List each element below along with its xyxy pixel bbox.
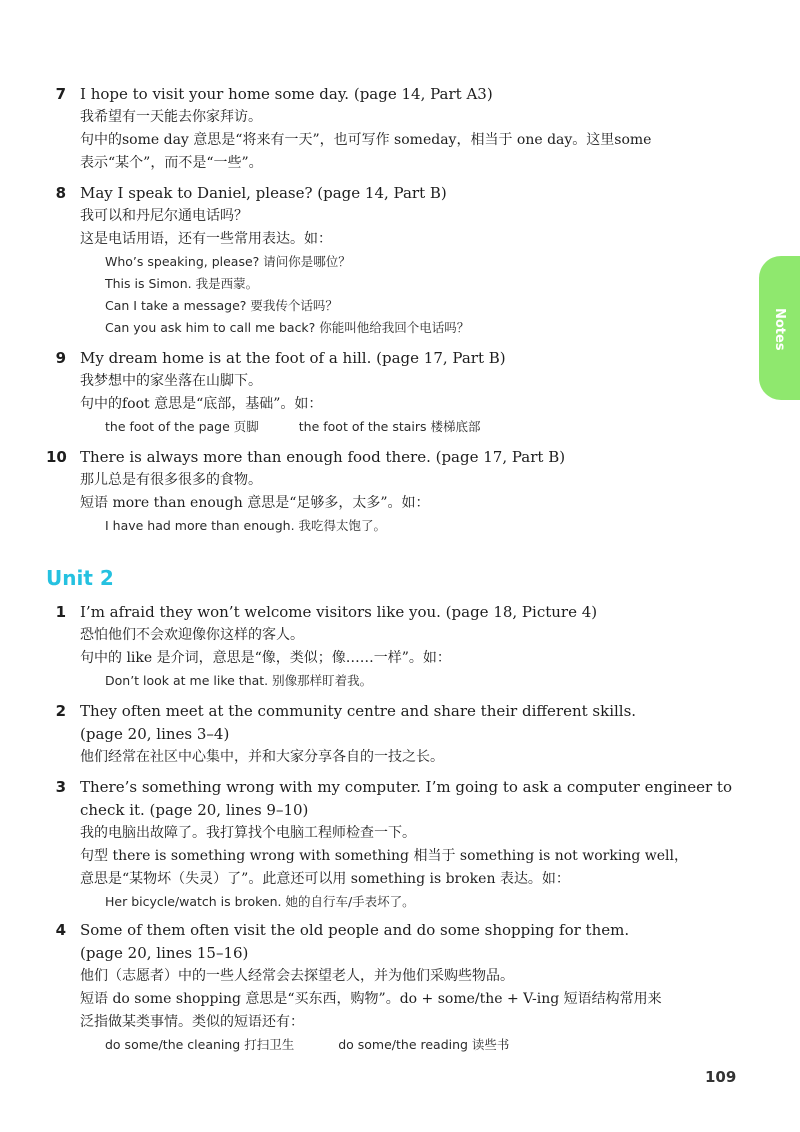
example-phrase: the foot of the page 页脚 [105, 419, 259, 434]
example-line: Don’t look at me like that. 别像那样盯着我。 [105, 673, 373, 688]
note-explanation: 句中的 like 是介词，意思是“像，类似；像……一样”。如： [80, 650, 451, 666]
note-number: 10 [46, 448, 67, 466]
note-item [46, 601, 746, 692]
note-number: 9 [55, 349, 66, 367]
note-sentence: I’m afraid they won’t welcome visitors like you. (page 18, Picture 4) [80, 603, 598, 621]
example-phrase: do some/the cleaning 打扫卫生 [105, 1037, 295, 1052]
note-number: 4 [55, 921, 66, 939]
note-explanation: 短语 do some shopping 意思是“买东西，购物”。do + some/the + V-ing 短语结构常用来 [80, 991, 662, 1007]
note-sentence: My dream home is at the foot of a hill. (page 17, Part B) [80, 349, 506, 367]
note-explanation: 表示“某个”，而不是“一些”。 [80, 155, 263, 171]
example-phrase: the foot of the stairs 楼梯底部 [298, 419, 481, 434]
note-translation: 我可以和丹尼尔通电话吗？ [80, 208, 248, 224]
note-item [46, 83, 746, 175]
note-number: 1 [55, 603, 66, 621]
note-translation: 他们经常在社区中心集中，并和大家分享各自的一技之长。 [80, 749, 444, 765]
note-item [46, 776, 746, 913]
example-line: Who’s speaking, please? 请问你是哪位？ [105, 254, 351, 269]
note-explanation: 短语 more than enough 意思是“足够多，太多”。如： [80, 495, 430, 511]
note-translation: 我希望有一天能去你家拜访。 [80, 109, 262, 125]
note-explanation: 句中的some day 意思是“将来有一天”，也可写作 someday，相当于 one day。这里some [80, 132, 652, 148]
note-number: 7 [55, 85, 66, 103]
note-number: 3 [55, 778, 66, 796]
note-sentence: Some of them often visit the old people and do some shopping for them. [80, 921, 630, 939]
note-explanation: 句中的foot 意思是“底部，基础”。如： [80, 396, 323, 412]
note-explanation: 泛指做某类事情。类似的短语还有： [80, 1014, 304, 1030]
example-line: Can you ask him to call me back? 你能叫他给我回个电话吗？ [105, 320, 470, 335]
note-translation: 他们（志愿者）中的一些人经常会去探望老人，并为他们采购些物品。 [80, 968, 514, 984]
note-sentence: check it. (page 20, lines 9–10) [80, 801, 309, 819]
note-translation: 我的电脑出故障了。我打算找个电脑工程师检查一下。 [80, 825, 416, 841]
note-sentence: (page 20, lines 15–16) [80, 944, 249, 962]
unit-heading: Unit 2 [46, 566, 114, 590]
note-item [46, 446, 746, 537]
page-number: 109 [705, 1068, 737, 1086]
note-translation: 那儿总是有很多很多的食物。 [80, 472, 262, 488]
example-line: I have had more than enough. 我吃得太饱了。 [105, 518, 387, 533]
note-sentence: (page 20, lines 3–4) [80, 725, 230, 743]
note-item [46, 700, 746, 769]
note-number: 8 [55, 184, 66, 202]
example-phrase: do some/the reading 读些书 [338, 1037, 510, 1052]
note-sentence: They often meet at the community centre and share their different skills. [80, 702, 637, 720]
notes-tab-label: Notes [772, 308, 787, 351]
note-explanation: 这是电话用语，还有一些常用表达。如： [80, 231, 332, 247]
example-line: Her bicycle/watch is broken. 她的自行车/手表坏了。 [105, 894, 415, 909]
note-sentence: There’s something wrong with my computer. I’m going to ask a computer engineer to [80, 778, 732, 796]
example-line: Can I take a message? 要我传个话吗？ [105, 298, 338, 313]
note-item [46, 347, 746, 438]
note-item [46, 919, 746, 1056]
note-translation: 恐怕他们不会欢迎像你这样的客人。 [80, 627, 304, 643]
example-line [105, 1034, 746, 1056]
note-translation: 我梦想中的家坐落在山脚下。 [80, 373, 262, 389]
notes-side-tab[interactable] [759, 256, 800, 400]
note-item [46, 182, 746, 339]
note-sentence: There is always more than enough food there. (page 17, Part B) [80, 448, 566, 466]
example-line [105, 416, 746, 438]
note-number: 2 [55, 702, 66, 720]
note-sentence: I hope to visit your home some day. (page 14, Part A3) [80, 85, 493, 103]
note-sentence: May I speak to Daniel, please? (page 14, Part B) [80, 184, 447, 202]
note-explanation: 意思是“某物坏（失灵）了”。此意还可以用 something is broken 表达。如： [80, 871, 570, 887]
example-line: This is Simon. 我是西蒙。 [105, 276, 259, 291]
note-explanation: 句型 there is something wrong with something 相当于 something is not working well， [80, 848, 688, 864]
